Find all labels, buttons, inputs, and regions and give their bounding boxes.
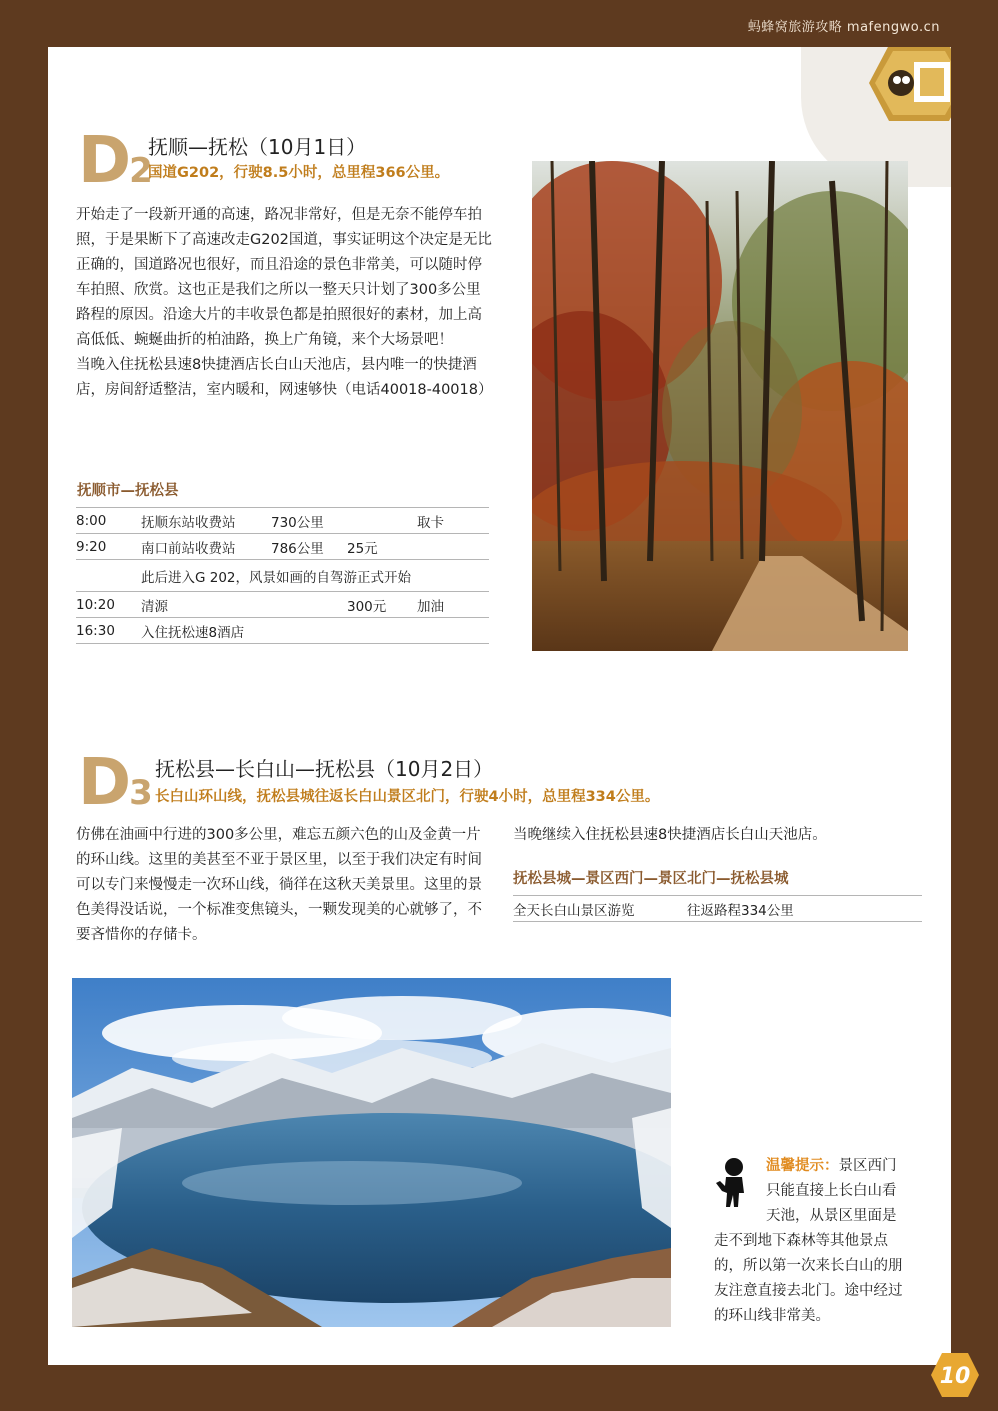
tip-line: 友注意直接去北门。途中经过: [714, 1283, 903, 1299]
schedule-cost: [347, 508, 417, 534]
schedule-time: 8:00: [76, 508, 141, 534]
schedule-activity: 全天长白山景区游览: [513, 896, 687, 922]
mafengwo-logo-icon: [867, 47, 951, 123]
day2-subtitle: 国道G202，行驶8.5小时，总里程366公里。: [148, 165, 450, 181]
day3-body: [76, 823, 494, 948]
day2-title: 抚顺—抚松（10月1日）: [148, 135, 367, 159]
page: [48, 47, 951, 1365]
day2-paragraph-1: 开始走了一段新开通的高速，路况非常好，但是无奈不能停车拍照，于是果断下了高速改走G202国道，事实证明这个决定是无比正确的，国道路况也很好，而且沿途的景色非常美，可以随时停车拍照、欣赏。这也正是我们之所以一整天只计划了300多公里路程的原因。沿途大片的丰收景色都是拍照很好的素材，加上高高低低、蜿蜒曲折的柏油路，换上广角镜，来个大场景吧！: [76, 207, 492, 348]
day2-badge: [78, 124, 153, 203]
schedule-note: [417, 618, 489, 644]
day3-right-body: 当晚继续入住抚松县速8快捷酒店长白山天池店。: [513, 827, 827, 843]
autumn-forest-photo: [532, 161, 908, 651]
day2-schedule-table: [76, 507, 489, 644]
day3-subtitle: 长白山环山线，抚松县城往返长白山景区北门，行驶4小时，总里程334公里。: [155, 789, 660, 805]
schedule-place: 此后进入G 202，风景如画的自驾游正式开始: [141, 560, 489, 592]
schedule-cost: 300元: [347, 592, 417, 618]
day3-badge: [78, 746, 153, 825]
day3-heading: [78, 746, 778, 821]
tip-label: 温馨提示：: [766, 1158, 839, 1174]
page-number-badge: [930, 1350, 980, 1400]
schedule-time: 16:30: [76, 618, 141, 644]
day2-route-title: 抚顺市—抚松县: [77, 483, 179, 499]
schedule-note: 加油: [417, 592, 489, 618]
schedule-distance: 786公里: [271, 534, 347, 560]
day3-letter: D: [78, 746, 130, 820]
schedule-note: 取卡: [417, 508, 489, 534]
table-row: [76, 592, 489, 618]
tianchi-lake-photo: [72, 978, 671, 1327]
schedule-cost: [347, 618, 417, 644]
schedule-time: [76, 560, 141, 592]
schedule-place: 入住抚松速8酒店: [141, 618, 271, 644]
tip-line: 天池，从景区里面是: [766, 1208, 897, 1224]
table-row: [76, 560, 489, 592]
day2-body: [76, 203, 494, 403]
schedule-time: 10:20: [76, 592, 141, 618]
day2-letter: D: [78, 124, 130, 198]
brand-text: 蚂蜂窝旅游攻略 mafengwo.cn: [747, 20, 940, 35]
tip-line-text: 景区西门: [838, 1158, 897, 1174]
day3-title: 抚松县—长白山—抚松县（10月2日）: [155, 757, 494, 781]
schedule-time: 9:20: [76, 534, 141, 560]
schedule-place: 抚顺东站收费站: [141, 508, 271, 534]
tip-line: 只能直接上长白山看: [766, 1183, 897, 1199]
table-row: [76, 508, 489, 534]
tip-line: 走不到地下森林等其他景点: [714, 1233, 888, 1249]
day3-paragraph: 仿佛在油画中行进的300多公里，难忘五颜六色的山及金黄一片的环山线。这里的美甚至不亚于景区里，以至于我们决定有时间可以专门来慢慢走一次环山线，徜徉在这秋天美景里。这里的景色美得没话说，一个标准变焦镜头，一颗发现美的心就够了，不要吝惜你的存储卡。: [76, 827, 482, 943]
table-row: [76, 534, 489, 560]
tip-line: 的，所以第一次来长白山的朋: [714, 1258, 903, 1274]
day3-route-title: 抚松县城—景区西门—景区北门—抚松县城: [513, 871, 789, 887]
schedule-distance: [271, 618, 347, 644]
table-row: [76, 618, 489, 644]
tip-box: [714, 1154, 914, 1329]
day2-heading: [78, 124, 538, 199]
schedule-note: [417, 534, 489, 560]
schedule-distance: 730公里: [271, 508, 347, 534]
schedule-distance: [271, 592, 347, 618]
page-number: 10: [939, 1364, 971, 1389]
schedule-detail: 往返路程334公里: [687, 896, 922, 922]
schedule-place: 南口前站收费站: [141, 534, 271, 560]
day3-schedule-table: [513, 895, 922, 922]
tip-line: [714, 1154, 914, 1179]
table-row: [513, 896, 922, 922]
tip-line: 的环山线非常美。: [714, 1308, 830, 1324]
day2-paragraph-2: 当晚入住抚松县速8快捷酒店长白山天池店，县内唯一的快捷酒店，房间舒适整洁，室内暖和，网速够快（电话40018-40018）: [76, 357, 493, 398]
day2-number: 2: [129, 151, 153, 191]
day3-number: 3: [129, 773, 153, 813]
schedule-place: 清源: [141, 592, 271, 618]
schedule-cost: 25元: [347, 534, 417, 560]
